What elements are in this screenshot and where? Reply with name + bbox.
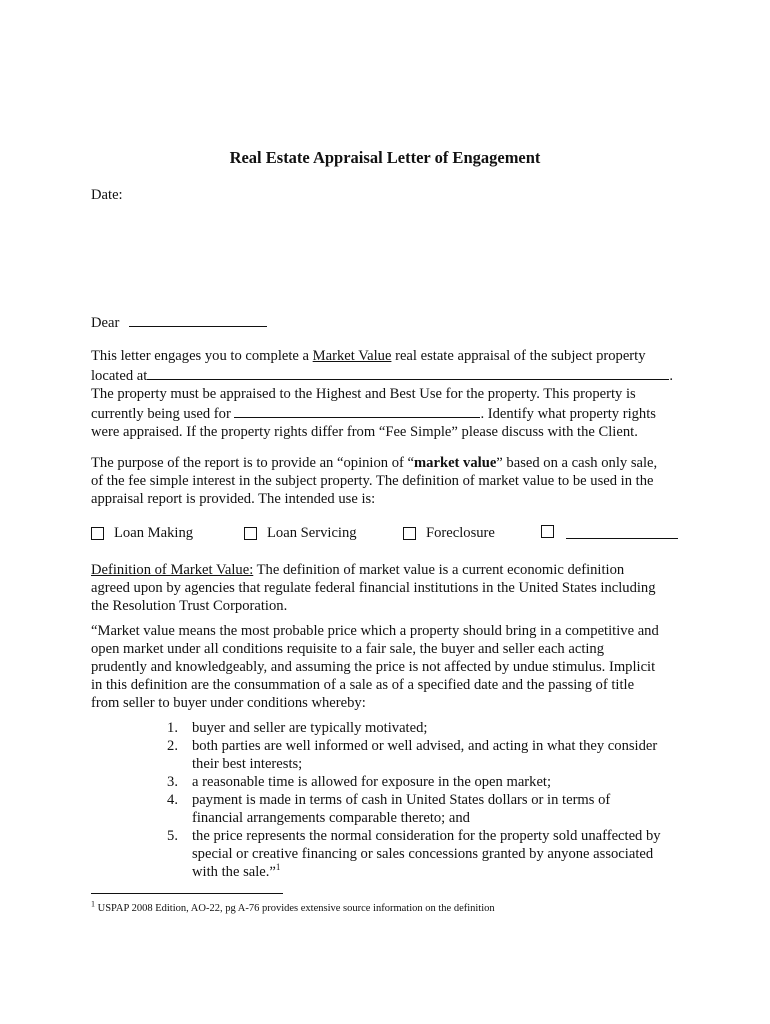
condition-item: 3. a reasonable time is allowed for exposure in the open market;: [162, 773, 692, 791]
foreclosure-checkbox[interactable]: [403, 527, 416, 540]
conditions-list: [162, 719, 692, 881]
property-location-blank[interactable]: [147, 365, 669, 380]
market-value-bold: market value: [414, 455, 497, 471]
dear-label: Dear: [91, 315, 120, 331]
purpose-paragraph: [91, 454, 681, 508]
condition-number: 3.: [167, 774, 178, 790]
definition-heading: Definition of Market Value:: [91, 562, 254, 578]
condition-item: 5. the price represents the normal consideration for the property sold unaffected by special or creative financing or sales concessions granted by anyone associated with the sale.”$^1$: [162, 827, 692, 881]
loan-servicing-option[interactable]: Loan Servicing: [244, 524, 357, 542]
purpose-line-2: of the fee simple interest in the subject property. The definition of market value to be used in the: [91, 473, 654, 489]
addressee-blank[interactable]: [129, 312, 267, 327]
condition-item: 2. both parties are well informed or well advised, and acting in what they consider their best interests;: [162, 737, 692, 773]
engagement-line-3: The property must be appraised to the Highest and Best Use for the property. This property is: [91, 386, 636, 402]
current-use-blank[interactable]: [234, 403, 480, 418]
condition-item: 4. payment is made in terms of cash in United States dollars or in terms of financial arrangements comparable thereto; and: [162, 791, 692, 827]
condition-item: 1. buyer and seller are typically motivated;: [162, 719, 692, 737]
engagement-line-1: This letter engages you to complete a Market Value real estate appraisal of the subject property: [91, 348, 646, 364]
document-title: Real Estate Appraisal Letter of Engagement: [229, 148, 541, 167]
other-use-checkbox[interactable]: [541, 525, 554, 538]
footnote-text: USPAP 2008 Edition, AO-22, pg A-76 provides extensive source information on the definition: [97, 903, 495, 914]
condition-number: 2.: [167, 738, 178, 754]
purpose-line-1: The purpose of the report is to provide an “opinion of “market value” based on a cash only sale,: [91, 455, 658, 471]
quote-line-4: in this definition are the consummation of a sale as of a specified date and the passing of title: [91, 677, 635, 693]
footnote-separator: [91, 893, 283, 894]
condition-number: 5.: [167, 828, 178, 844]
quote-line-1: “Market value means the most probable price which a property should bring in a competitive and: [91, 623, 659, 639]
quote-line-2: open market under all conditions requisite to a fair sale, the buyer and seller each acting: [91, 641, 605, 657]
footnote-number: 1: [91, 899, 95, 909]
loan-servicing-checkbox[interactable]: [244, 527, 257, 540]
definition-line-1: Definition of Market Value: The definition of market value is a current economic definition: [91, 562, 625, 578]
purpose-line-3: appraisal report is provided. The intended use is:: [91, 491, 376, 507]
salutation: [91, 312, 681, 332]
market-value-quote: [91, 622, 691, 712]
market-value-term: Market Value: [312, 348, 392, 364]
definition-line-2: agreed upon by agencies that regulate federal financial institutions in the United States including: [91, 580, 656, 596]
other-use-blank[interactable]: [566, 524, 678, 539]
definition-line-3: the Resolution Trust Corporation.: [91, 598, 288, 614]
engagement-line-5: were appraised. If the property rights differ from “Fee Simple” please discuss with the Client.: [91, 424, 638, 440]
engagement-paragraph: [91, 347, 681, 441]
quote-line-3: prudently and knowledgeably, and assuming the price is not affected by undue stimulus. Implicit: [91, 659, 656, 675]
definition-paragraph: [91, 561, 691, 615]
condition-number: 1.: [167, 720, 178, 736]
date-label: Date:: [91, 187, 123, 203]
other-use-option[interactable]: [541, 524, 678, 539]
intended-use-options: [91, 524, 691, 544]
foreclosure-option[interactable]: Foreclosure: [403, 524, 495, 542]
engagement-line-2: located at .: [91, 365, 681, 385]
engagement-line-4: currently being used for . Identify what property rights: [91, 403, 681, 423]
quote-line-5: from seller to buyer under conditions whereby:: [91, 695, 366, 711]
footnote: [91, 899, 691, 916]
loan-making-checkbox[interactable]: [91, 527, 104, 540]
condition-number: 4.: [167, 792, 178, 808]
loan-making-option[interactable]: Loan Making: [91, 524, 193, 542]
footnote-reference[interactable]: 1: [275, 862, 281, 873]
